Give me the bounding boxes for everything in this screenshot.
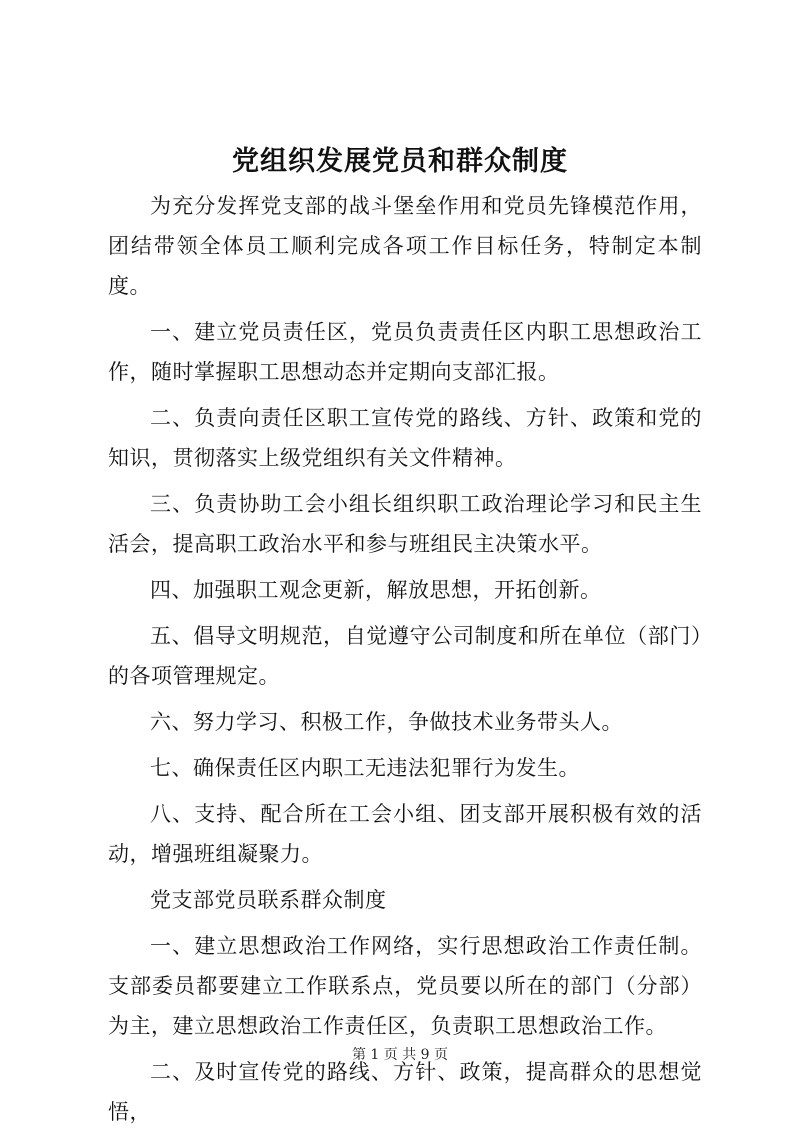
section-heading: 党支部党员联系群众制度 bbox=[150, 888, 387, 912]
paragraph-item-5: 五、倡导文明规范，自觉遵守公司制度和所在单位（部门）的各项管理规定。 bbox=[108, 624, 702, 688]
paragraph-section-item-1: 一、建立思想政治工作网络，实行思想政治工作责任制。支部委员都要建立工作联系点，党员要以所在的部门（分部）为主，建立思想政治工作责任区，负责职工思想政治工作。 bbox=[108, 934, 702, 1038]
page-footer: 第 1 页 共 9 页 bbox=[351, 1047, 449, 1063]
paragraph-item-4: 四、加强职工观念更新，解放思想，开拓创新。 bbox=[150, 578, 602, 602]
paragraph-section-item-2: 二、及时宣传党的路线、方针、政策，提高群众的思想觉悟， bbox=[108, 1060, 702, 1124]
paragraph-item-2: 二、负责向责任区职工宣传党的路线、方针、政策和党的知识，贯彻落实上级党组织有关文件精神。 bbox=[108, 406, 702, 470]
paragraph-item-3: 三、负责协助工会小组长组织职工政治理论学习和民主生活会，提高职工政治水平和参与班组民主决策水平。 bbox=[108, 492, 702, 556]
paragraph-item-8: 八、支持、配合所在工会小组、团支部开展积极有效的活动，增强班组凝聚力。 bbox=[108, 802, 702, 866]
paragraph-item-7: 七、确保责任区内职工无违法犯罪行为发生。 bbox=[150, 756, 580, 780]
paragraph-intro: 为充分发挥党支部的战斗堡垒作用和党员先锋模范作用，团结带领全体员工顺利完成各项工作目标任务，特制定本制度。 bbox=[108, 194, 702, 298]
document-body bbox=[108, 186, 702, 1138]
paragraph-item-6: 六、努力学习、积极工作，争做技术业务带头人。 bbox=[150, 710, 623, 734]
document-title: 党组织发展党员和群众制度 bbox=[232, 146, 568, 177]
paragraph-item-1: 一、建立党员责任区，党员负责责任区内职工思想政治工作，随时掌握职工思想动态并定期向支部汇报。 bbox=[108, 320, 702, 384]
